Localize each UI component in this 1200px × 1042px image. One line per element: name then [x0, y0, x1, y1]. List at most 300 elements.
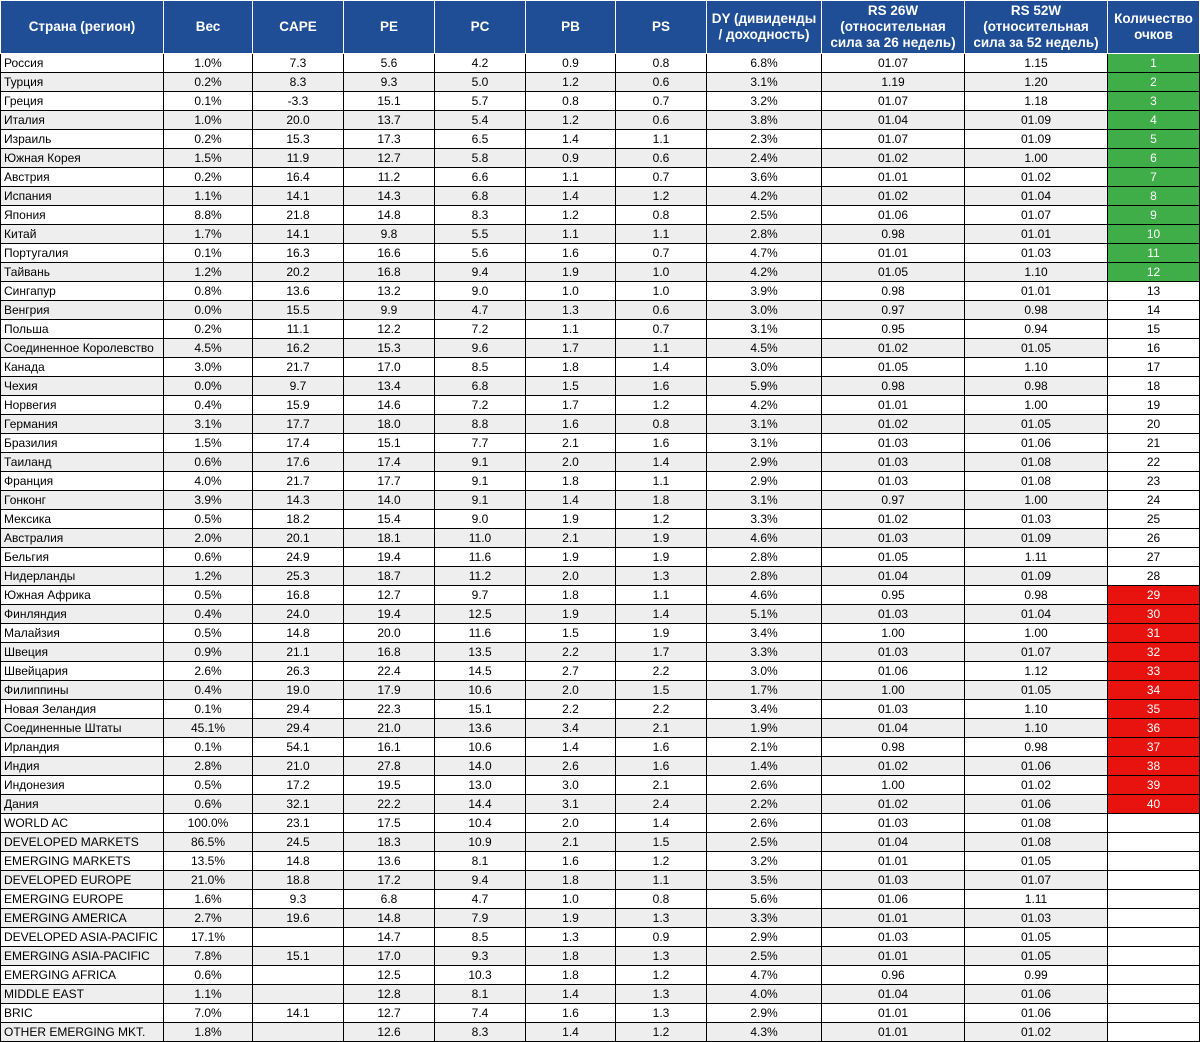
cell-cape: 15.9 [253, 396, 344, 415]
cell-weight: 2.7% [164, 909, 253, 928]
cell-pb: 1.9 [526, 510, 616, 529]
cell-cape: 18.2 [253, 510, 344, 529]
cell-pb: 1.8 [526, 472, 616, 491]
cell-pb: 1.8 [526, 966, 616, 985]
cell-country: Испания [1, 187, 164, 206]
cell-score: 24 [1108, 491, 1200, 510]
cell-pb: 2.2 [526, 643, 616, 662]
cell-pb: 1.6 [526, 1004, 616, 1023]
cell-country: Венгрия [1, 301, 164, 320]
cell-rs52w: 01.09 [965, 529, 1108, 548]
cell-country: Италия [1, 111, 164, 130]
cell-score: 19 [1108, 396, 1200, 415]
cell-score: 21 [1108, 434, 1200, 453]
cell-country: EMERGING EUROPE [1, 890, 164, 909]
cell-dy: 2.6% [707, 776, 822, 795]
header-country: Страна (регион) [1, 1, 164, 54]
cell-weight: 0.6% [164, 548, 253, 567]
cell-rs52w: 0.98 [965, 301, 1108, 320]
cell-pb: 2.1 [526, 529, 616, 548]
cell-pe: 9.3 [344, 73, 435, 92]
cell-cape: 8.3 [253, 73, 344, 92]
cell-rs26w: 01.07 [822, 130, 965, 149]
cell-rs52w: 01.03 [965, 909, 1108, 928]
cell-pe: 22.2 [344, 795, 435, 814]
table-row [1, 567, 1200, 586]
cell-pc: 5.5 [435, 225, 526, 244]
cell-rs52w: 01.04 [965, 605, 1108, 624]
table-row [1, 662, 1200, 681]
cell-rs26w: 0.97 [822, 491, 965, 510]
cell-country: Дания [1, 795, 164, 814]
cell-pe: 19.4 [344, 605, 435, 624]
cell-pc: 8.3 [435, 1023, 526, 1042]
cell-rs26w: 01.06 [822, 890, 965, 909]
cell-cape: 15.1 [253, 947, 344, 966]
cell-pe: 17.7 [344, 472, 435, 491]
cell-ps: 1.7 [616, 643, 707, 662]
cell-weight: 21.0% [164, 871, 253, 890]
table-row [1, 472, 1200, 491]
cell-rs52w: 01.06 [965, 757, 1108, 776]
cell-score [1108, 1023, 1200, 1042]
cell-cape: 21.7 [253, 358, 344, 377]
cell-cape: 9.3 [253, 890, 344, 909]
cell-ps: 2.1 [616, 776, 707, 795]
cell-rs52w: 1.12 [965, 662, 1108, 681]
cell-cape: 14.3 [253, 491, 344, 510]
cell-pe: 12.8 [344, 985, 435, 1004]
header-dy: DY (дивиденды / доходность) [707, 1, 822, 54]
cell-rs52w: 01.03 [965, 244, 1108, 263]
cell-rs26w: 01.04 [822, 985, 965, 1004]
header-pb: PB [526, 1, 616, 54]
cell-pb: 2.0 [526, 814, 616, 833]
cell-score: 37 [1108, 738, 1200, 757]
cell-dy: 2.5% [707, 206, 822, 225]
cell-rs26w: 01.02 [822, 510, 965, 529]
cell-cape [253, 1023, 344, 1042]
cell-score: 6 [1108, 149, 1200, 168]
table-row [1, 73, 1200, 92]
table-row [1, 453, 1200, 472]
cell-rs52w: 01.08 [965, 453, 1108, 472]
cell-cape: 9.7 [253, 377, 344, 396]
cell-pe: 22.4 [344, 662, 435, 681]
cell-ps: 1.2 [616, 966, 707, 985]
cell-pe: 11.2 [344, 168, 435, 187]
table-row [1, 510, 1200, 529]
cell-ps: 1.9 [616, 548, 707, 567]
cell-country: Мексика [1, 510, 164, 529]
cell-weight: 0.2% [164, 130, 253, 149]
table-row [1, 871, 1200, 890]
table-row [1, 605, 1200, 624]
cell-rs26w: 01.02 [822, 795, 965, 814]
cell-weight: 1.6% [164, 890, 253, 909]
cell-pb: 1.2 [526, 111, 616, 130]
cell-score [1108, 928, 1200, 947]
cell-pb: 1.6 [526, 852, 616, 871]
cell-ps: 0.8 [616, 54, 707, 73]
table-row [1, 339, 1200, 358]
cell-ps: 0.7 [616, 244, 707, 263]
cell-cape: 17.7 [253, 415, 344, 434]
cell-pc: 10.6 [435, 681, 526, 700]
cell-cape [253, 966, 344, 985]
cell-pb: 1.5 [526, 624, 616, 643]
table-body [1, 54, 1200, 1042]
cell-weight: 0.4% [164, 396, 253, 415]
table-row [1, 168, 1200, 187]
cell-score: 32 [1108, 643, 1200, 662]
cell-dy: 3.4% [707, 624, 822, 643]
table-row [1, 852, 1200, 871]
cell-weight: 0.0% [164, 377, 253, 396]
cell-weight: 1.0% [164, 54, 253, 73]
cell-pc: 13.5 [435, 643, 526, 662]
cell-rs52w: 0.98 [965, 738, 1108, 757]
cell-ps: 1.9 [616, 624, 707, 643]
table-row [1, 149, 1200, 168]
cell-pe: 18.1 [344, 529, 435, 548]
cell-score: 22 [1108, 453, 1200, 472]
cell-rs26w: 01.02 [822, 187, 965, 206]
cell-pe: 14.6 [344, 396, 435, 415]
cell-score: 30 [1108, 605, 1200, 624]
cell-country: Австралия [1, 529, 164, 548]
table-header [1, 1, 1200, 54]
cell-pe: 14.7 [344, 928, 435, 947]
cell-pb: 1.9 [526, 605, 616, 624]
cell-country: Португалия [1, 244, 164, 263]
cell-cape: 14.8 [253, 624, 344, 643]
cell-rs26w: 01.03 [822, 605, 965, 624]
cell-pb: 2.6 [526, 757, 616, 776]
cell-pc: 13.0 [435, 776, 526, 795]
cell-pc: 11.6 [435, 624, 526, 643]
cell-score: 36 [1108, 719, 1200, 738]
cell-weight: 0.5% [164, 510, 253, 529]
cell-cape: 29.4 [253, 719, 344, 738]
cell-pc: 7.9 [435, 909, 526, 928]
table-row [1, 738, 1200, 757]
cell-dy: 4.6% [707, 586, 822, 605]
cell-rs52w: 1.20 [965, 73, 1108, 92]
cell-country: Соединенное Королевство [1, 339, 164, 358]
cell-ps: 1.4 [616, 605, 707, 624]
cell-cape: 26.3 [253, 662, 344, 681]
cell-pc: 5.7 [435, 92, 526, 111]
cell-rs52w: 1.00 [965, 491, 1108, 510]
cell-pe: 9.8 [344, 225, 435, 244]
cell-rs26w: 1.00 [822, 624, 965, 643]
cell-country: Бразилия [1, 434, 164, 453]
cell-dy: 2.9% [707, 928, 822, 947]
table-row [1, 282, 1200, 301]
cell-rs26w: 01.02 [822, 339, 965, 358]
cell-rs26w: 01.01 [822, 168, 965, 187]
cell-cape: 17.2 [253, 776, 344, 795]
table-row [1, 643, 1200, 662]
cell-weight: 4.5% [164, 339, 253, 358]
table-row [1, 301, 1200, 320]
cell-dy: 2.5% [707, 947, 822, 966]
cell-dy: 3.8% [707, 111, 822, 130]
cell-pc: 7.4 [435, 1004, 526, 1023]
table-row [1, 966, 1200, 985]
table-row [1, 206, 1200, 225]
cell-dy: 3.1% [707, 491, 822, 510]
cell-ps: 0.7 [616, 92, 707, 111]
cell-score [1108, 1004, 1200, 1023]
cell-rs52w: 01.07 [965, 206, 1108, 225]
cell-pc: 9.3 [435, 947, 526, 966]
cell-country: BRIC [1, 1004, 164, 1023]
cell-cape: 14.1 [253, 187, 344, 206]
cell-score: 35 [1108, 700, 1200, 719]
cell-pc: 10.4 [435, 814, 526, 833]
table-row [1, 776, 1200, 795]
cell-rs26w: 01.03 [822, 529, 965, 548]
cell-pe: 14.8 [344, 909, 435, 928]
cell-pc: 6.6 [435, 168, 526, 187]
cell-rs52w: 01.02 [965, 168, 1108, 187]
cell-weight: 3.1% [164, 415, 253, 434]
cell-pc: 10.6 [435, 738, 526, 757]
cell-pc: 9.1 [435, 472, 526, 491]
cell-cape: 16.4 [253, 168, 344, 187]
cell-ps: 0.8 [616, 415, 707, 434]
cell-pb: 1.4 [526, 738, 616, 757]
cell-ps: 1.8 [616, 491, 707, 510]
header-pe: PE [344, 1, 435, 54]
cell-weight: 0.2% [164, 73, 253, 92]
cell-weight: 8.8% [164, 206, 253, 225]
cell-score: 17 [1108, 358, 1200, 377]
cell-pe: 13.7 [344, 111, 435, 130]
cell-pb: 1.9 [526, 909, 616, 928]
cell-cape: 24.0 [253, 605, 344, 624]
cell-score: 28 [1108, 567, 1200, 586]
cell-pe: 20.0 [344, 624, 435, 643]
cell-score [1108, 966, 1200, 985]
cell-rs26w: 01.07 [822, 54, 965, 73]
cell-dy: 3.6% [707, 168, 822, 187]
cell-pb: 2.0 [526, 567, 616, 586]
cell-cape: 16.2 [253, 339, 344, 358]
cell-country: Малайзия [1, 624, 164, 643]
cell-pb: 1.3 [526, 301, 616, 320]
cell-weight: 0.1% [164, 700, 253, 719]
cell-ps: 1.2 [616, 852, 707, 871]
cell-weight: 1.2% [164, 567, 253, 586]
cell-dy: 2.9% [707, 1004, 822, 1023]
cell-dy: 3.1% [707, 415, 822, 434]
cell-rs26w: 0.98 [822, 282, 965, 301]
cell-rs26w: 1.00 [822, 681, 965, 700]
cell-score: 26 [1108, 529, 1200, 548]
cell-ps: 1.4 [616, 814, 707, 833]
cell-weight: 7.0% [164, 1004, 253, 1023]
cell-rs26w: 01.03 [822, 700, 965, 719]
cell-pc: 13.6 [435, 719, 526, 738]
cell-dy: 3.2% [707, 92, 822, 111]
cell-country: EMERGING MARKETS [1, 852, 164, 871]
cell-pe: 6.8 [344, 890, 435, 909]
table-row [1, 225, 1200, 244]
cell-ps: 1.3 [616, 567, 707, 586]
cell-pb: 1.4 [526, 187, 616, 206]
cell-score: 27 [1108, 548, 1200, 567]
table-row [1, 415, 1200, 434]
cell-score [1108, 985, 1200, 1004]
cell-pc: 8.5 [435, 358, 526, 377]
cell-pc: 9.1 [435, 453, 526, 472]
cell-rs52w: 1.11 [965, 548, 1108, 567]
cell-country: DEVELOPED ASIA-PACIFIC [1, 928, 164, 947]
cell-rs52w: 01.05 [965, 415, 1108, 434]
cell-country: Норвегия [1, 396, 164, 415]
cell-dy: 4.2% [707, 396, 822, 415]
cell-country: Россия [1, 54, 164, 73]
cell-country: EMERGING AFRICA [1, 966, 164, 985]
cell-weight: 0.6% [164, 453, 253, 472]
cell-pb: 2.7 [526, 662, 616, 681]
cell-rs52w: 01.07 [965, 871, 1108, 890]
cell-ps: 1.9 [616, 529, 707, 548]
cell-pc: 5.8 [435, 149, 526, 168]
cell-dy: 3.4% [707, 700, 822, 719]
cell-ps: 1.1 [616, 130, 707, 149]
cell-pe: 12.7 [344, 149, 435, 168]
cell-weight: 86.5% [164, 833, 253, 852]
cell-pc: 11.6 [435, 548, 526, 567]
cell-pc: 10.3 [435, 966, 526, 985]
cell-dy: 3.0% [707, 301, 822, 320]
table-row [1, 377, 1200, 396]
cell-pb: 1.3 [526, 928, 616, 947]
cell-pc: 9.6 [435, 339, 526, 358]
cell-weight: 0.5% [164, 776, 253, 795]
cell-ps: 1.2 [616, 187, 707, 206]
cell-pb: 1.4 [526, 1023, 616, 1042]
cell-pb: 0.8 [526, 92, 616, 111]
cell-dy: 1.4% [707, 757, 822, 776]
cell-cape: 11.9 [253, 149, 344, 168]
cell-country: DEVELOPED EUROPE [1, 871, 164, 890]
cell-country: Чехия [1, 377, 164, 396]
cell-pb: 1.7 [526, 339, 616, 358]
table-row [1, 681, 1200, 700]
cell-rs26w: 0.95 [822, 320, 965, 339]
cell-rs26w: 0.97 [822, 301, 965, 320]
cell-rs52w: 01.07 [965, 643, 1108, 662]
cell-country: Филиппины [1, 681, 164, 700]
cell-score [1108, 833, 1200, 852]
cell-cape: 21.1 [253, 643, 344, 662]
cell-score: 1 [1108, 54, 1200, 73]
cell-rs26w: 01.04 [822, 719, 965, 738]
cell-ps: 1.5 [616, 681, 707, 700]
cell-weight: 1.5% [164, 149, 253, 168]
cell-rs52w: 01.02 [965, 776, 1108, 795]
cell-dy: 3.2% [707, 852, 822, 871]
cell-country: WORLD AC [1, 814, 164, 833]
cell-rs52w: 01.01 [965, 282, 1108, 301]
cell-cape: 14.1 [253, 225, 344, 244]
cell-rs52w: 01.09 [965, 111, 1108, 130]
cell-rs52w: 01.06 [965, 795, 1108, 814]
cell-pb: 2.1 [526, 833, 616, 852]
cell-cape: 19.6 [253, 909, 344, 928]
cell-country: Швеция [1, 643, 164, 662]
header-pc: PC [435, 1, 526, 54]
cell-ps: 1.6 [616, 434, 707, 453]
cell-rs26w: 01.03 [822, 453, 965, 472]
cell-rs52w: 01.02 [965, 1023, 1108, 1042]
cell-ps: 1.1 [616, 871, 707, 890]
cell-weight: 1.0% [164, 111, 253, 130]
cell-pb: 1.0 [526, 890, 616, 909]
cell-rs26w: 01.02 [822, 149, 965, 168]
cell-pe: 16.1 [344, 738, 435, 757]
cell-ps: 1.4 [616, 358, 707, 377]
header-score: Количество очков [1108, 1, 1200, 54]
cell-pb: 1.4 [526, 130, 616, 149]
cell-pb: 2.0 [526, 681, 616, 700]
table-row [1, 586, 1200, 605]
cell-pc: 5.0 [435, 73, 526, 92]
cell-score: 23 [1108, 472, 1200, 491]
cell-country: OTHER EMERGING MKT. [1, 1023, 164, 1042]
cell-pe: 17.2 [344, 871, 435, 890]
cell-country: Канада [1, 358, 164, 377]
cell-pe: 15.1 [344, 434, 435, 453]
cell-rs52w: 1.18 [965, 92, 1108, 111]
cell-country: Таиланд [1, 453, 164, 472]
cell-pe: 16.8 [344, 643, 435, 662]
cell-rs52w: 1.00 [965, 396, 1108, 415]
table-row [1, 719, 1200, 738]
cell-weight: 1.8% [164, 1023, 253, 1042]
cell-rs26w: 01.01 [822, 909, 965, 928]
cell-pe: 5.6 [344, 54, 435, 73]
cell-ps: 0.6 [616, 301, 707, 320]
table-row [1, 263, 1200, 282]
cell-weight: 3.0% [164, 358, 253, 377]
cell-pb: 0.9 [526, 54, 616, 73]
cell-dy: 3.1% [707, 434, 822, 453]
cell-pb: 1.1 [526, 225, 616, 244]
cell-pb: 2.1 [526, 434, 616, 453]
cell-pb: 1.7 [526, 396, 616, 415]
cell-pc: 4.7 [435, 301, 526, 320]
cell-score: 2 [1108, 73, 1200, 92]
cell-pe: 13.4 [344, 377, 435, 396]
cell-score: 7 [1108, 168, 1200, 187]
cell-rs52w: 1.15 [965, 54, 1108, 73]
cell-pb: 1.9 [526, 548, 616, 567]
cell-score [1108, 947, 1200, 966]
table-row [1, 928, 1200, 947]
cell-ps: 1.2 [616, 396, 707, 415]
cell-score: 5 [1108, 130, 1200, 149]
cell-rs52w: 1.10 [965, 700, 1108, 719]
cell-rs52w: 01.05 [965, 947, 1108, 966]
cell-pe: 18.3 [344, 833, 435, 852]
header-rs26w: RS 26W (относительная сила за 26 недель) [822, 1, 965, 54]
